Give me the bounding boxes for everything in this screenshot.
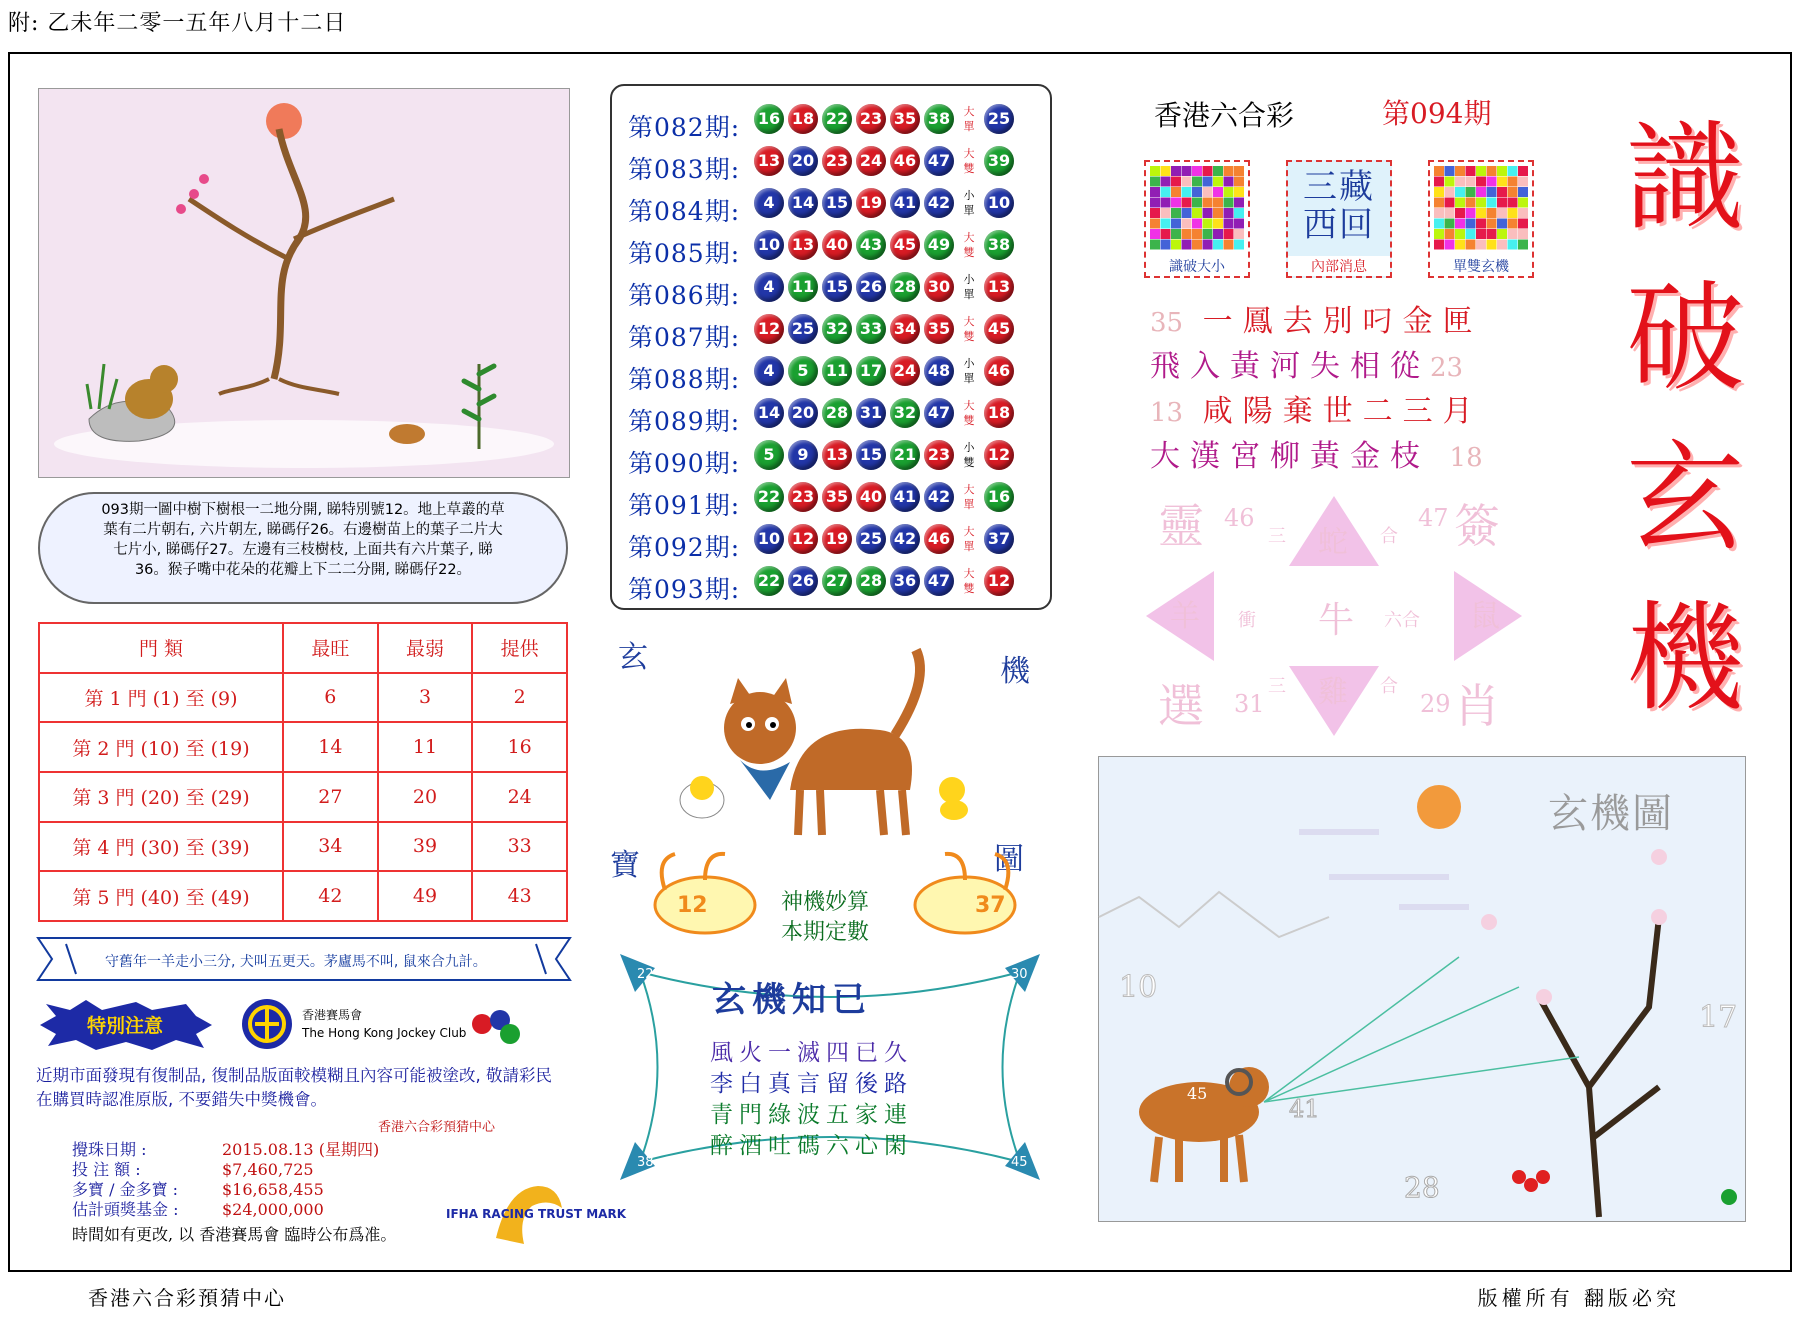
corner-char: 寶 — [610, 848, 640, 883]
tag-size: 大 — [963, 147, 975, 160]
ball: 46 — [890, 146, 920, 176]
table-row — [39, 673, 567, 723]
poem-line: 一鳳去別叼金匣 — [1202, 304, 1483, 339]
draw-row — [628, 188, 1038, 228]
tag-parity: 雙 — [963, 582, 975, 595]
notice-body: 近期市面發現有復制品, 復制品版面較模糊且內容可能被塗改, 敬請彩民在購買時認准原版, 不要錯失中獎機會。 — [36, 1066, 552, 1109]
ball: 22 — [754, 482, 784, 512]
special-ball: 45 — [984, 314, 1014, 344]
qr-label: 單雙玄機 — [1430, 256, 1532, 276]
ball: 28 — [890, 272, 920, 302]
diamond-bottom: 雞 — [1318, 675, 1348, 710]
corner-char: 機 — [1000, 654, 1030, 689]
ball: 10 — [754, 524, 784, 554]
ball: 41 — [890, 188, 920, 218]
ball: 4 — [754, 356, 784, 386]
diamond-right: 鼠 — [1470, 599, 1500, 634]
ball: 22 — [754, 566, 784, 596]
draw-period: 第083期: — [628, 155, 741, 184]
corner-char: 玄 — [618, 640, 648, 675]
cat-illustration — [680, 640, 980, 840]
ball: 47 — [924, 398, 954, 428]
notice-title: 特別注意 — [86, 1015, 164, 1037]
ifha-text: IFHA RACING TRUST MARK — [446, 1207, 626, 1221]
hkjc-name-en: The Hong Kong Jockey Club — [302, 1026, 467, 1040]
tag-parity: 雙 — [963, 414, 975, 427]
ball: 20 — [788, 146, 818, 176]
size-parity-tag — [958, 398, 980, 428]
draw-period: 第090期: — [628, 449, 741, 478]
goat-left-number: 12 — [677, 893, 708, 918]
draw-period: 第082期: — [628, 113, 741, 142]
special-ball: 12 — [984, 566, 1014, 596]
draw-row — [628, 356, 1038, 396]
table-header: 最旺 — [283, 623, 378, 673]
diamond-small: 合 — [1380, 526, 1398, 547]
ball: 5 — [788, 356, 818, 386]
hkjc-logo — [240, 996, 294, 1052]
size-parity-tag — [958, 440, 980, 470]
draw-period: 第088期: — [628, 365, 741, 394]
notice-burst — [36, 998, 214, 1052]
table-cell: 27 — [283, 772, 378, 822]
info-value: $16,658,455 — [222, 1180, 324, 1199]
tag-parity: 單 — [963, 204, 975, 217]
qr-label: 內部消息 — [1288, 256, 1390, 276]
poem-number: 13 — [1150, 398, 1184, 428]
ball: 45 — [890, 230, 920, 260]
ball: 28 — [822, 398, 852, 428]
time-note: 時間如有更改, 以 香港賽馬會 臨時公布爲准。 — [72, 1225, 397, 1244]
ball: 23 — [924, 440, 954, 470]
draw-row — [628, 230, 1038, 270]
table-cell: 11 — [378, 722, 473, 772]
info-value: $7,460,725 — [222, 1160, 314, 1179]
tag-parity: 雙 — [963, 456, 975, 469]
ball: 16 — [754, 104, 784, 134]
table-cell: 2 — [472, 673, 567, 723]
size-parity-tag — [958, 272, 980, 302]
ball: 42 — [890, 524, 920, 554]
ball: 14 — [754, 398, 784, 428]
title-char: 破 — [1625, 269, 1744, 407]
title-char: 玄 — [1625, 429, 1744, 567]
ball: 35 — [924, 314, 954, 344]
ball: 34 — [890, 314, 920, 344]
table-header: 門 類 — [39, 623, 283, 673]
tag-size: 小 — [963, 189, 975, 202]
diamond-small: 三 — [1268, 676, 1286, 697]
draw-period: 第086期: — [628, 281, 741, 310]
ball: 10 — [754, 230, 784, 260]
poem-line: 大漢宮柳黃金枝 — [1150, 439, 1430, 474]
ball: 32 — [822, 314, 852, 344]
tag-size: 小 — [963, 357, 975, 370]
table-header-row — [39, 623, 567, 673]
ball: 35 — [822, 482, 852, 512]
ball: 28 — [856, 566, 886, 596]
ball: 26 — [856, 272, 886, 302]
draw-period: 第089期: — [628, 407, 741, 436]
info-value: 2015.08.13 (星期四) — [222, 1140, 380, 1159]
ball: 24 — [856, 146, 886, 176]
ball: 9 — [788, 440, 818, 470]
net-number: 45 — [1011, 1155, 1028, 1170]
picture-number: 45 — [1187, 1084, 1208, 1103]
table-cell: 20 — [378, 772, 473, 822]
tree-monkey-illustration — [39, 89, 569, 477]
table-cell: 24 — [472, 772, 567, 822]
ball: 17 — [856, 356, 886, 386]
poem-line: 咸陽棄世二三月 — [1202, 394, 1483, 429]
special-ball: 39 — [984, 146, 1014, 176]
ball: 49 — [924, 230, 954, 260]
table-cell: 43 — [472, 871, 567, 921]
tag-parity: 單 — [963, 498, 975, 511]
qr-inside[interactable] — [1286, 160, 1392, 278]
ball: 42 — [924, 482, 954, 512]
ball: 12 — [788, 524, 818, 554]
table-row — [39, 871, 567, 921]
ball: 26 — [788, 566, 818, 596]
ball: 5 — [754, 440, 784, 470]
poem-line: 飛入黃河失相從 — [1150, 349, 1430, 384]
ball: 18 — [788, 104, 818, 134]
tag-size: 小 — [963, 273, 975, 286]
draw-row — [628, 524, 1038, 564]
diamond-small: 六合 — [1384, 610, 1420, 631]
size-parity-tag — [958, 230, 980, 260]
ball: 20 — [788, 398, 818, 428]
special-ball: 46 — [984, 356, 1014, 386]
notice-signature: 香港六合彩預猜中心 — [378, 1120, 496, 1135]
table-row — [39, 722, 567, 772]
draw-period: 第084期: — [628, 197, 741, 226]
qr-label: 識破大小 — [1146, 256, 1248, 276]
diamond-center: 牛 — [1318, 600, 1355, 641]
table-cell: 第 2 門 (10) 至 (19) — [39, 722, 283, 772]
zodiac-diamond — [1134, 486, 1534, 746]
draw-period: 第092期: — [628, 533, 741, 562]
poem-number: 23 — [1430, 353, 1464, 383]
draw-row — [628, 398, 1038, 438]
ball: 19 — [856, 188, 886, 218]
date-line: 附: 乙未年二零一五年八月十二日 — [8, 11, 347, 36]
qr-size[interactable] — [1144, 160, 1250, 278]
corner-char: 圖 — [994, 842, 1024, 877]
info-label: 投 注 額 : — [72, 1160, 141, 1179]
table-cell: 第 5 門 (40) 至 (49) — [39, 871, 283, 921]
draw-row — [628, 314, 1038, 354]
footer-left: 香港六合彩預猜中心 — [88, 1286, 286, 1310]
lottery-name: 香港六合彩 — [1154, 99, 1295, 132]
tag-size: 大 — [963, 483, 975, 496]
diamond-number: 29 — [1420, 690, 1451, 718]
tag-size: 大 — [963, 315, 975, 328]
gate-table — [38, 622, 568, 922]
diamond-left: 羊 — [1170, 599, 1200, 634]
draw-row — [628, 272, 1038, 312]
mark-six-logo — [468, 1004, 524, 1048]
qr-inner-text: 三藏 西回 — [1303, 167, 1375, 245]
ball: 35 — [890, 104, 920, 134]
poem-line: 李白真言留後路 — [710, 1071, 913, 1097]
diamond-corner: 選 — [1158, 679, 1204, 733]
info-value: $24,000,000 — [222, 1200, 324, 1219]
ball: 32 — [890, 398, 920, 428]
ball: 4 — [754, 272, 784, 302]
draw-period: 第085期: — [628, 239, 741, 268]
ball: 11 — [822, 356, 852, 386]
net-number: 30 — [1011, 967, 1028, 982]
main-title — [1610, 98, 1760, 738]
table-cell: 3 — [378, 673, 473, 723]
draw-info — [72, 1140, 379, 1220]
poem-number: 18 — [1449, 443, 1483, 473]
ball: 40 — [856, 482, 886, 512]
info-label: 攪珠日期 : — [72, 1140, 147, 1159]
size-parity-tag — [958, 482, 980, 512]
ball: 11 — [788, 272, 818, 302]
picture-number: 10 — [1119, 970, 1158, 1005]
net-title: 玄機知已 — [712, 980, 872, 1020]
ball: 22 — [822, 104, 852, 134]
tag-size: 大 — [963, 105, 975, 118]
diamond-corner: 簽 — [1454, 499, 1500, 553]
tag-parity: 單 — [963, 288, 975, 301]
hkjc-name-cn: 香港賽馬會 — [302, 1008, 363, 1022]
ball: 15 — [822, 272, 852, 302]
ball: 25 — [856, 524, 886, 554]
picture-number: 41 — [1289, 1095, 1320, 1123]
tag-size: 大 — [963, 567, 975, 580]
table-cell: 6 — [283, 673, 378, 723]
picture-label: 玄機圖 — [1548, 791, 1674, 837]
diamond-number: 47 — [1418, 504, 1449, 532]
ball: 15 — [856, 440, 886, 470]
special-ball: 38 — [984, 230, 1014, 260]
ball: 36 — [890, 566, 920, 596]
table-header: 提供 — [472, 623, 567, 673]
net-poem — [710, 1038, 913, 1162]
table-cell: 14 — [283, 722, 378, 772]
ball: 4 — [754, 188, 784, 218]
ball: 19 — [822, 524, 852, 554]
ball: 12 — [754, 314, 784, 344]
ball: 25 — [788, 314, 818, 344]
size-parity-tag — [958, 524, 980, 554]
size-parity-tag — [958, 104, 980, 134]
mosaic-pattern — [1146, 162, 1248, 256]
diamond-small: 合 — [1380, 676, 1398, 697]
special-ball: 13 — [984, 272, 1014, 302]
verse-text: 守舊年一羊走小三分, 犬叫五更天。茅廬馬不叫, 鼠來合九計。 — [105, 954, 487, 970]
info-label: 多寶 / 金多寶 : — [72, 1180, 179, 1199]
tag-size: 大 — [963, 231, 975, 244]
size-parity-tag — [958, 188, 980, 218]
ball: 23 — [788, 482, 818, 512]
poem-number: 35 — [1150, 308, 1184, 338]
table-row — [39, 822, 567, 872]
tag-size: 大 — [963, 399, 975, 412]
draw-period: 第087期: — [628, 323, 741, 352]
ball: 23 — [822, 146, 852, 176]
ifha-logo — [446, 1178, 626, 1250]
riddle-text: 093期一圖中樹下樹根一二地分開, 睇特別號12。地上草叢的草葉有二片朝右, 六片朝左, 睇碼仔26。右邊樹苗上的葉子二片大七片小, 睇碼仔27。左邊有三枝樹枝, 上面共有六片葉子, 睇36。猴子嘴中花朵的花瓣上下二二分開, 睇碼仔22。 — [38, 492, 568, 604]
poem-line: 醉酒吐碼六心閑 — [710, 1133, 913, 1159]
size-parity-tag — [958, 566, 980, 596]
qr-oddeven[interactable] — [1428, 160, 1534, 278]
special-ball: 25 — [984, 104, 1014, 134]
ball: 47 — [924, 146, 954, 176]
goat-slogan: 神機妙算 本期定數 — [780, 890, 869, 945]
table-cell: 第 3 門 (20) 至 (29) — [39, 772, 283, 822]
table-cell: 16 — [472, 722, 567, 772]
table-row — [39, 772, 567, 822]
ball: 33 — [856, 314, 886, 344]
ball: 31 — [856, 398, 886, 428]
table-cell: 第 1 門 (1) 至 (9) — [39, 673, 283, 723]
tag-size: 大 — [963, 525, 975, 538]
tag-parity: 雙 — [963, 330, 975, 343]
special-ball: 10 — [984, 188, 1014, 218]
diamond-corner: 靈 — [1158, 499, 1204, 553]
diamond-number: 46 — [1224, 504, 1255, 532]
ball: 27 — [822, 566, 852, 596]
special-ball: 18 — [984, 398, 1014, 428]
net-number: 38 — [637, 1155, 654, 1170]
table-cell: 39 — [378, 822, 473, 872]
size-parity-tag — [958, 146, 980, 176]
ball: 40 — [822, 230, 852, 260]
net-number: 22 — [637, 967, 654, 982]
poem-line: 風火一滅四已久 — [710, 1040, 913, 1066]
table-cell: 42 — [283, 871, 378, 921]
draw-row — [628, 104, 1038, 144]
tag-size: 小 — [963, 441, 975, 454]
table-cell: 34 — [283, 822, 378, 872]
ball: 21 — [890, 440, 920, 470]
special-ball: 37 — [984, 524, 1014, 554]
title-char: 識 — [1625, 109, 1744, 247]
ball: 43 — [856, 230, 886, 260]
tag-parity: 雙 — [963, 162, 975, 175]
draw-row — [628, 482, 1038, 522]
diamond-small: 三 — [1268, 526, 1286, 547]
ball: 47 — [924, 566, 954, 596]
draw-row — [628, 566, 1038, 606]
ball: 23 — [856, 104, 886, 134]
riddle-picture — [38, 88, 570, 478]
tag-parity: 單 — [963, 120, 975, 133]
mosaic-pattern — [1430, 162, 1532, 256]
title-char: 機 — [1625, 589, 1744, 727]
picture-number: 17 — [1699, 1000, 1738, 1035]
draw-period: 第093期: — [628, 575, 741, 604]
table-header: 最弱 — [378, 623, 473, 673]
diamond-number: 31 — [1234, 690, 1265, 718]
ball: 30 — [924, 272, 954, 302]
picture-number: 28 — [1404, 1171, 1440, 1204]
size-parity-tag — [958, 314, 980, 344]
goat-right-number: 37 — [975, 893, 1006, 918]
tag-parity: 單 — [963, 372, 975, 385]
ball: 42 — [924, 188, 954, 218]
draw-row — [628, 146, 1038, 186]
issue-number: 第094期 — [1382, 97, 1492, 130]
draw-period: 第091期: — [628, 491, 741, 520]
special-ball: 16 — [984, 482, 1014, 512]
ball: 38 — [924, 104, 954, 134]
table-cell: 第 4 門 (30) 至 (39) — [39, 822, 283, 872]
draw-row — [628, 440, 1038, 480]
ball: 41 — [890, 482, 920, 512]
ball: 24 — [890, 356, 920, 386]
ball: 46 — [924, 524, 954, 554]
ball: 13 — [788, 230, 818, 260]
ball: 48 — [924, 356, 954, 386]
table-cell: 49 — [378, 871, 473, 921]
diamond-small: 衝 — [1238, 610, 1256, 631]
diamond-top: 蛇 — [1318, 525, 1348, 560]
tag-parity: 雙 — [963, 246, 975, 259]
tag-parity: 單 — [963, 540, 975, 553]
ball: 15 — [822, 188, 852, 218]
size-parity-tag — [958, 356, 980, 386]
footer-right: 版權所有 翻版必究 — [1477, 1286, 1680, 1310]
ball: 13 — [754, 146, 784, 176]
ball: 14 — [788, 188, 818, 218]
table-cell: 33 — [472, 822, 567, 872]
info-label: 估計頭獎基金 : — [72, 1200, 179, 1219]
poem-line: 青門綠波五家連 — [710, 1102, 913, 1128]
ball: 13 — [822, 440, 852, 470]
special-ball: 12 — [984, 440, 1014, 470]
diamond-corner: 肖 — [1454, 679, 1500, 733]
right-poem — [1150, 300, 1483, 480]
